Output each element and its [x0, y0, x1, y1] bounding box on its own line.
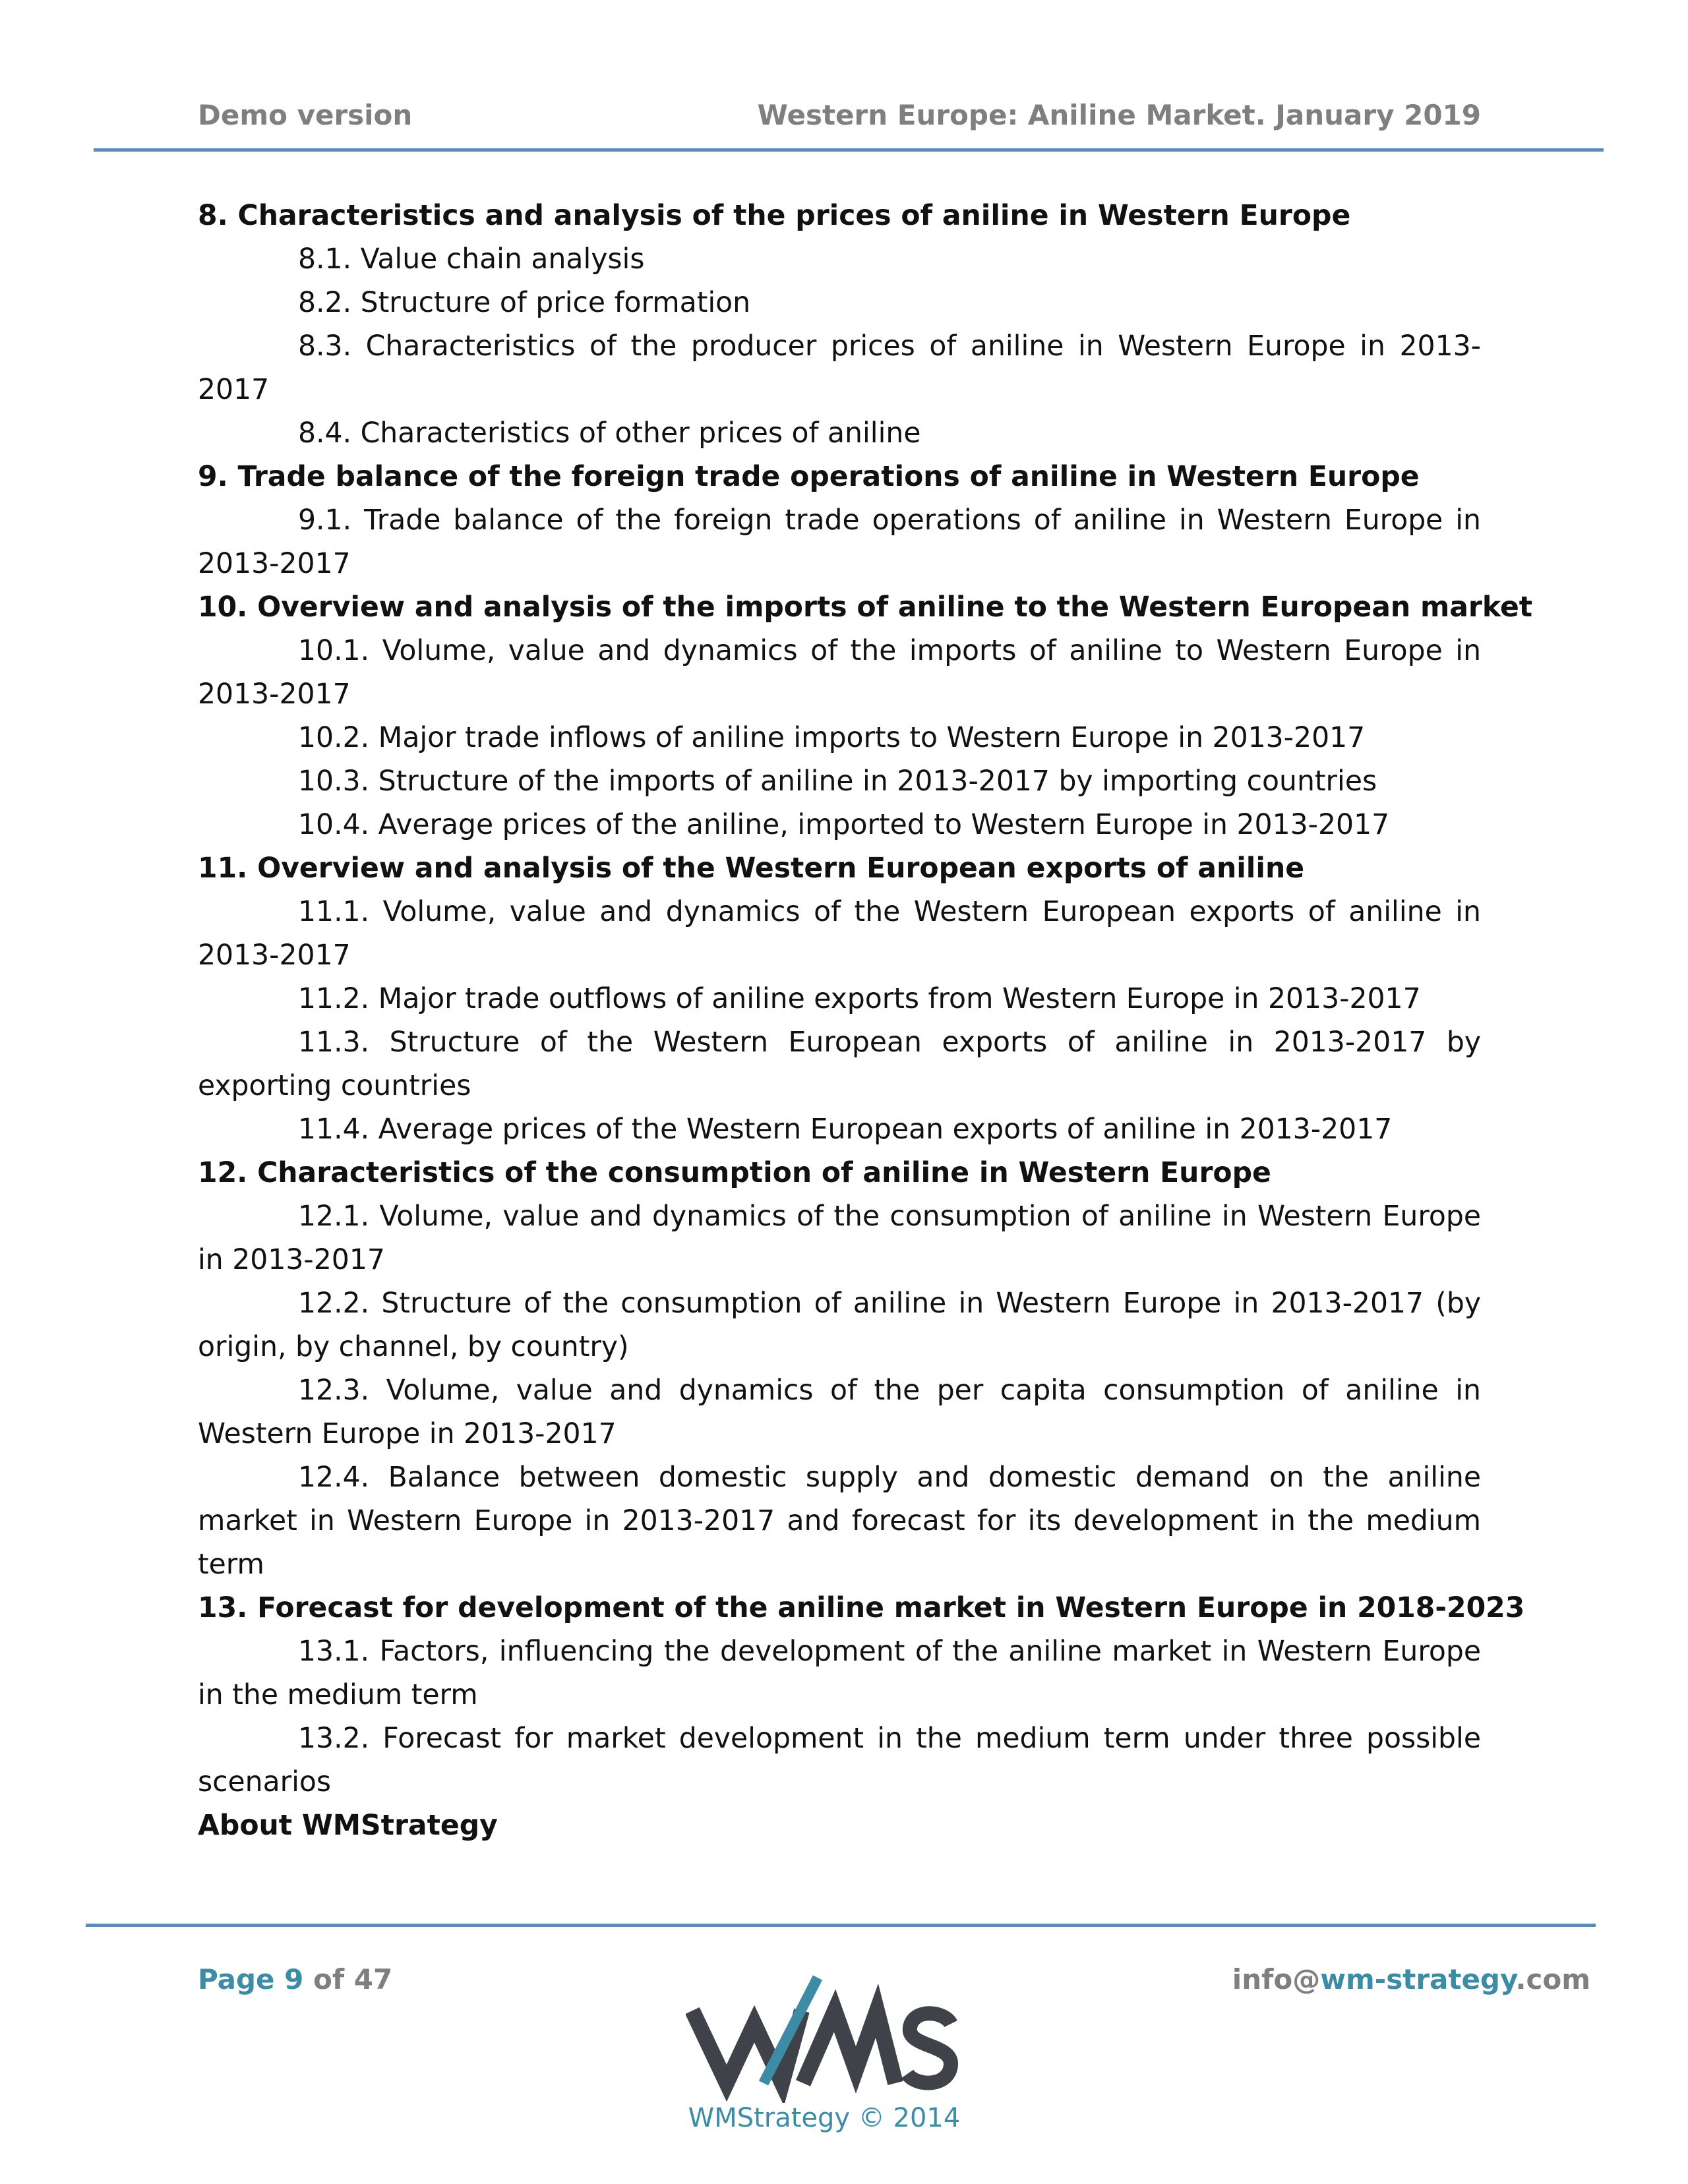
toc-section-heading[interactable]: About WMStrategy	[198, 1810, 498, 1842]
logo-caption: WMStrategy © 2014	[688, 2103, 961, 2133]
toc-subsection[interactable]: 12.1. Volume, value and dynamics of the consumption of aniline in Western Europe in 2013-2017	[198, 1200, 1481, 1276]
toc-section-heading[interactable]: 8. Characteristics and analysis of the prices of aniline in Western Europe	[198, 200, 1351, 232]
toc-subsection[interactable]: 11.1. Volume, value and dynamics of the Western European exports of aniline in 2013-2017	[198, 896, 1481, 972]
toc-section-heading[interactable]: 9. Trade balance of the foreign trade operations of aniline in Western Europe	[198, 461, 1420, 493]
toc-subsection[interactable]: 10.4. Average prices of the aniline, imported to Western Europe in 2013-2017	[298, 809, 1390, 841]
toc-subsection[interactable]: 8.3. Characteristics of the producer prices of aniline in Western Europe in 2013-2017	[198, 330, 1481, 406]
page-header	[198, 99, 1481, 138]
email-domain: wm-strategy	[1320, 1963, 1516, 1995]
toc-section-heading[interactable]: 10. Overview and analysis of the imports of aniline to the Western European market	[198, 591, 1533, 624]
header-demo-label: Demo version	[198, 99, 413, 131]
page-of: of	[303, 1963, 354, 1995]
logo-s-shape	[907, 2013, 951, 2082]
page-current: 9	[284, 1963, 304, 1995]
contact-email[interactable]	[1232, 1963, 1590, 1995]
toc-subsection[interactable]: 8.2. Structure of price formation	[298, 287, 751, 319]
toc-subsection[interactable]: 8.4. Characteristics of other prices of aniline	[298, 417, 921, 450]
footer-divider	[86, 1924, 1596, 1927]
header-divider	[94, 148, 1604, 152]
header-report-title: Western Europe: Aniline Market. January 2019	[757, 99, 1481, 131]
toc-subsection[interactable]: 11.4. Average prices of the Western European exports of aniline in 2013-2017	[298, 1113, 1393, 1146]
wms-logo	[686, 1971, 963, 2133]
email-tld: .com	[1515, 1963, 1590, 1995]
toc-subsection[interactable]: 10.3. Structure of the imports of aniline in 2013-2017 by importing countries	[298, 765, 1377, 798]
email-user: info@	[1232, 1963, 1321, 1995]
toc-subsection[interactable]: 13.2. Forecast for market development in the medium term under three possible scenarios	[198, 1723, 1481, 1798]
toc-subsection[interactable]: 11.3. Structure of the Western European exports of aniline in 2013-2017 by exporting countries	[198, 1026, 1481, 1102]
toc-subsection[interactable]: 8.1. Value chain analysis	[298, 243, 645, 276]
toc-subsection[interactable]: 13.1. Factors, influencing the development of the aniline market in Western Europe in the medium term	[198, 1636, 1481, 1711]
toc-subsection[interactable]: 10.2. Major trade inflows of aniline imports to Western Europe in 2013-2017	[298, 722, 1366, 754]
toc-section-heading[interactable]: 12. Characteristics of the consumption of aniline in Western Europe	[198, 1157, 1271, 1189]
toc-subsection[interactable]: 9.1. Trade balance of the foreign trade operations of aniline in Western Europe in 2013-2017	[198, 504, 1481, 580]
page-total: 47	[353, 1963, 393, 1995]
page-prefix: Page	[198, 1963, 285, 1995]
wms-logo-mark	[686, 1971, 963, 2103]
table-of-contents	[198, 194, 1533, 1848]
toc-subsection[interactable]: 11.2. Major trade outflows of aniline exports from Western Europe in 2013-2017	[298, 983, 1421, 1015]
page-number	[198, 1963, 392, 1995]
toc-subsection[interactable]: 12.3. Volume, value and dynamics of the per capita consumption of aniline in Western Europe in 2013-2017	[198, 1374, 1481, 1450]
toc-subsection[interactable]: 10.1. Volume, value and dynamics of the imports of aniline to Western Europe in 2013-2017	[198, 635, 1481, 711]
toc-subsection[interactable]: 12.2. Structure of the consumption of aniline in Western Europe in 2013-2017 (by origin, by channel, by country)	[198, 1287, 1481, 1363]
toc-section-heading[interactable]: 11. Overview and analysis of the Western European exports of aniline	[198, 852, 1305, 885]
logo-m-shape	[803, 2011, 895, 2083]
toc-subsection[interactable]: 12.4. Balance between domestic supply and domestic demand on the aniline market in Western Europe in 2013-2017 and forecast for its development in the medium term	[198, 1461, 1481, 1581]
toc-section-heading[interactable]: 13. Forecast for development of the aniline market in Western Europe in 2018-2023	[198, 1592, 1525, 1624]
